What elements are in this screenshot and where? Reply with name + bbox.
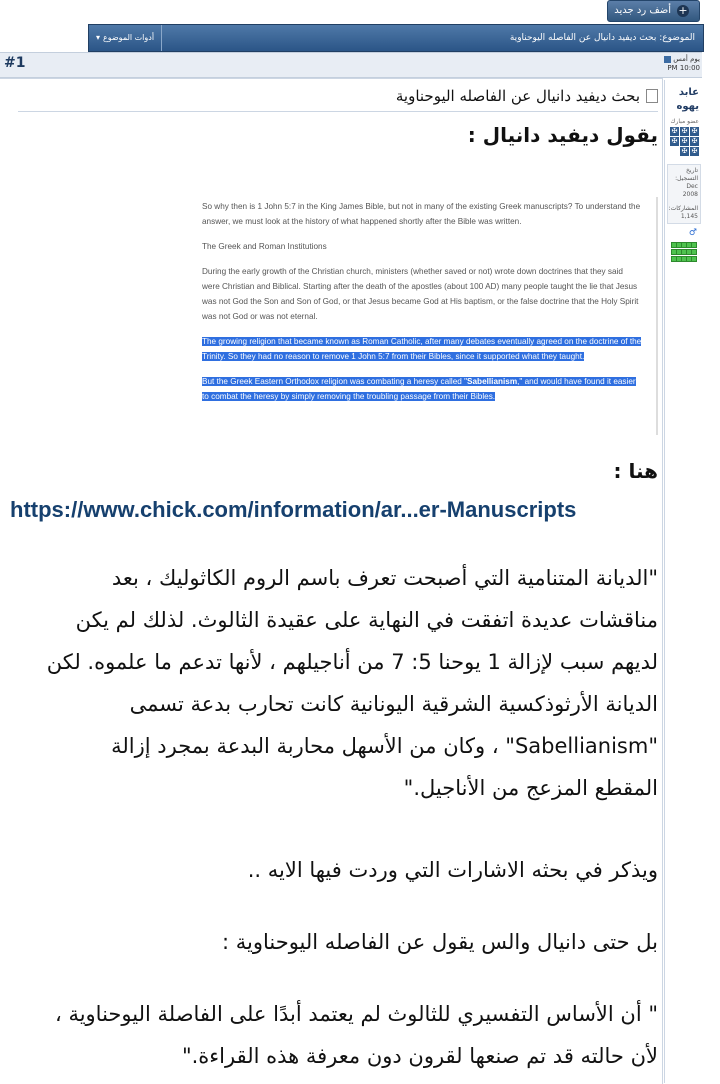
quote-line-5: "Sabellianism" ، وكان من الأسهل محاربة البدعة بمجرد إزالة: [111, 734, 658, 758]
user-stats: [667, 164, 701, 224]
reg-date-label: تاريخ التسجيل:: [675, 167, 698, 182]
screenshot-scrollbar: [656, 197, 658, 435]
username-line1: عابد: [678, 87, 699, 98]
thread-tools-menu[interactable]: [89, 25, 162, 51]
post-date: [664, 55, 700, 73]
add-reply-label: أضف رد جديد: [614, 5, 671, 16]
post-number[interactable]: #1: [4, 55, 26, 71]
wallace-line: بل حتى دانيال والس يقول عن الفاصله اليوحناوية :: [222, 930, 658, 954]
thread-header: [88, 24, 704, 52]
add-reply-button[interactable]: [607, 0, 700, 22]
quote-line-4: الديانة الأرثوذكسية الشرقية اليونانية كانت تحارب بدعة تسمى: [129, 692, 658, 716]
screenshot-para-1: So why then is 1 John 5:7 in the King James Bible, but not in many of the existing Greek manuscripts? To understand the answer, we must look at the history of what happened shortly after the Bible was written.: [202, 202, 641, 226]
reputation-bar: [669, 242, 697, 262]
wallace-quote-2: لأن حالته قد تم صنعها لقرون دون معرفة هذه القراءة.": [181, 1044, 658, 1068]
post-count-value: 1,145: [680, 213, 698, 220]
source-link[interactable]: https://www.chick.com/information/ar...er-Manuscripts: [10, 497, 577, 522]
rank-star-icon: ✠: [691, 137, 698, 145]
male-icon: ♂: [688, 228, 697, 238]
quote-line-1: "الديانة المتنامية التي أصبحت تعرف باسم الروم الكاثوليك ، بعد: [111, 566, 658, 590]
top-toolbar: [0, 0, 720, 50]
username-line2: يهوه: [676, 101, 699, 112]
rank-star-icon: ✠: [681, 147, 688, 155]
caret-down-icon: ▾: [95, 33, 100, 42]
username[interactable]: [665, 86, 699, 114]
rank-star-icon: ✠: [691, 127, 698, 135]
rank-star-icon: ✠: [671, 127, 678, 135]
thread-title: الموضوع: بحث ديفيد دانيال عن الفاصله اليوحناوية: [509, 33, 695, 43]
post-heading: يقول ديفيد دانيال :: [467, 123, 658, 147]
screenshot-para-5: [202, 374, 642, 404]
embedded-screenshot: [196, 197, 662, 441]
plus-icon: +: [678, 4, 688, 17]
screenshot-para-5b: Sabellianism: [467, 377, 518, 386]
post-header: [0, 52, 702, 78]
post-subject: [18, 81, 658, 112]
user-rank: عضو مبارك: [670, 118, 699, 125]
post-body: [0, 78, 663, 1084]
post-date-line2: PM 10:00: [667, 64, 700, 72]
rank-star-icon: ✠: [671, 137, 678, 145]
screenshot-para-5a: But the Greek Eastern Orthodox religion was combating a heresy called ": [202, 377, 468, 386]
rank-star-icon: ✠: [691, 147, 698, 155]
wallace-quote-1: " أن الأساس التفسيري للثالوث لم يعتمد أبدًا على الفاصلة اليوحناوية ،: [54, 1002, 658, 1026]
reg-date-value: Dec 2008: [682, 183, 698, 198]
rank-star-icon: ✠: [681, 137, 688, 145]
screenshot-para-3: During the early growth of the Christian church, ministers (whether saved or not) wrote down doctrines that they said were Christian and Biblical. Starting after the death of the apostles (about 100 AD) many people taught the lie that Jesus was not God the Son and Son of God, or that Jesus became God at His baptism, or the false doctrine that the Holy Spirit was not God or was not eternal.: [202, 267, 639, 321]
user-info-sidebar: [664, 80, 703, 1083]
post-date-line1: يوم أمس: [673, 55, 700, 63]
post-count-label: المشاركات:: [668, 205, 698, 212]
screenshot-para-4-text: The growing religion that became known as Roman Catholic, after many debates eventually agreed on the doctrine of the Trinity. So they had no reason to remove 1 John 5:7 from their Bibles, since it supported what they taught.: [202, 337, 642, 361]
post-icon: [664, 56, 671, 63]
quote-line-2: مناقشات عديدة اتفقت في النهاية على عقيدة الثالوث. لذلك لم يكن: [75, 608, 658, 632]
thread-tools-label: أدوات الموضوع: [102, 33, 155, 42]
quote-line-3: لديهم سبب لإزالة 1 يوحنا 5: 7 من أناجيلهم ، لأنها تدعم ما علموه. لكن: [46, 650, 658, 674]
screenshot-para-4: [202, 334, 642, 364]
mention-line: ويذكر في بحثه الاشارات التي وردت فيها الايه ..: [247, 858, 658, 882]
document-icon: [646, 89, 658, 103]
screenshot-para-5c: ," and would have found it easier to combat the heresy by simply removing the troubling passage from their Bibles.: [202, 377, 636, 401]
screenshot-para-2: The Greek and Roman Institutions: [202, 242, 327, 251]
rank-star-icon: ✠: [681, 127, 688, 135]
post-subject-text: بحث ديفيد دانيال عن الفاصله اليوحناوية: [395, 87, 640, 105]
rank-stars: [669, 127, 699, 156]
here-label: هنا :: [613, 459, 658, 483]
quote-line-6: المقطع المزعج من الأناجيل.": [403, 776, 658, 800]
